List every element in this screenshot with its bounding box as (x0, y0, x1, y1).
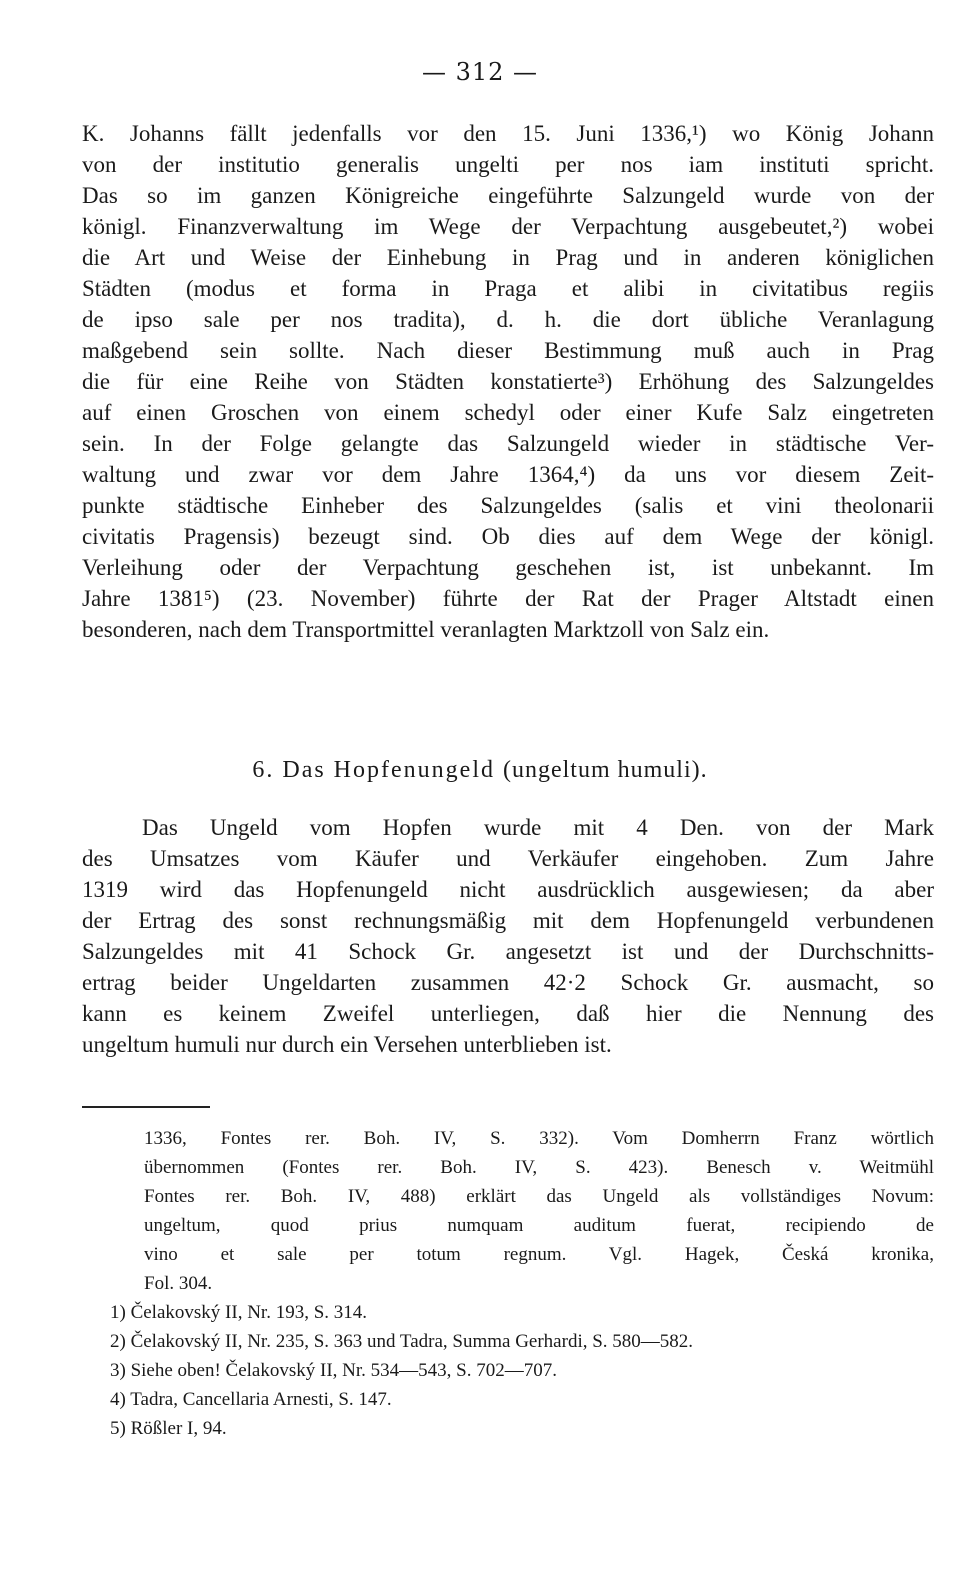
section-number: 6. (252, 757, 275, 783)
text-line: maßgebend sein sollte. Nach dieser Bestimmung muß auch in Prag (82, 338, 934, 363)
text-line: sein. In der Folge gelangte das Salzungeld wieder in städtische Ver- (82, 431, 934, 456)
footnote-1: 1) Čelakovský II, Nr. 193, S. 314. (110, 1302, 368, 1323)
section-title: Das Hopfenungeld (282, 757, 495, 783)
footnote-line: Fol. 304. (144, 1273, 213, 1294)
paragraph-hopfenungeld (82, 812, 934, 1060)
text-line: der Ertrag des sonst rechnungsmäßig mit dem Hopfenungeld verbundenen (82, 908, 934, 933)
text-line: Verleihung oder der Verpachtung geschehen ist, ist unbekannt. Im (82, 555, 934, 580)
text-line: des Umsatzes vom Käufer und Verkäufer eingehoben. Zum Jahre (82, 846, 934, 871)
footnote-line: übernommen (Fontes rer. Boh. IV, S. 423). Benesch v. Weitmühl (144, 1157, 934, 1178)
footnote-divider (82, 1106, 210, 1108)
text-line: kann es keinem Zweifel unterliegen, daß hier die Nennung des (82, 1001, 934, 1026)
text-line: de ipso sale per nos tradita), d. h. die dort übliche Veranlagung (82, 307, 934, 332)
footnote-continuation (144, 1124, 934, 1298)
text-line: Das Ungeld vom Hopfen wurde mit 4 Den. von der Mark (142, 815, 934, 840)
text-line: ungeltum humuli nur durch ein Versehen unterblieben ist. (82, 1032, 612, 1057)
text-line: die Art und Weise der Einhebung in Prag und in anderen königlichen (82, 245, 934, 270)
text-line: civitatis Pragensis) bezeugt sind. Ob dies auf dem Wege der königl. (82, 524, 934, 549)
text-line: punkte städtische Einheber des Salzungeldes (salis et vini theolonarii (82, 493, 934, 518)
text-line: K. Johanns fällt jedenfalls vor den 15. Juni 1336,¹) wo König Johann (82, 121, 934, 146)
page-number: — 312 — (421, 58, 539, 86)
footnote-line: 1336, Fontes rer. Boh. IV, S. 332). Vom Domherrn Franz wörtlich (144, 1128, 934, 1149)
footnote-line: ungeltum, quod prius numquam auditum fuerat, recipiendo de (144, 1215, 934, 1236)
section-heading (0, 757, 960, 784)
footnote-4: 4) Tadra, Cancellaria Arnesti, S. 147. (110, 1389, 392, 1410)
text-line: besonderen, nach dem Transportmittel veranlagten Marktzoll von Salz ein. (82, 617, 770, 642)
footnote-5: 5) Rößler I, 94. (110, 1418, 227, 1439)
text-line: Jahre 1381⁵) (23. November) führte der Rat der Prager Altstadt einen (82, 586, 934, 611)
paragraph-salzungeld (82, 118, 934, 645)
text-line: waltung und zwar vor dem Jahre 1364,⁴) da uns vor diesem Zeit- (82, 462, 934, 487)
text-line: 1319 wird das Hopfenungeld nicht ausdrücklich ausgewiesen; da aber (82, 877, 934, 902)
section-latin-title: (ungeltum humuli). (502, 757, 708, 783)
text-line: Salzungeldes mit 41 Schock Gr. angesetzt ist und der Durchschnitts- (82, 939, 934, 964)
text-line: königl. Finanzverwaltung im Wege der Verpachtung ausgebeutet,²) wobei (82, 214, 934, 239)
footnote-line: vino et sale per totum regnum. Vgl. Hagek, Česká kronika, (144, 1244, 934, 1265)
text-line: Städten (modus et forma in Praga et alibi in civitatibus regiis (82, 276, 934, 301)
text-line: die für eine Reihe von Städten konstatierte³) Erhöhung des Salzungeldes (82, 369, 934, 394)
footnote-3: 3) Siehe oben! Čelakovský II, Nr. 534—543, S. 702—707. (110, 1360, 557, 1381)
footnotes (110, 1298, 934, 1443)
text-line: ertrag beider Ungeldarten zusammen 42·2 Schock Gr. ausmacht, so (82, 970, 934, 995)
text-line: Das so im ganzen Königreiche eingeführte Salzungeld wurde von der (82, 183, 934, 208)
footnote-2: 2) Čelakovský II, Nr. 235, S. 363 und Tadra, Summa Gerhardi, S. 580—582. (110, 1331, 694, 1352)
footnote-line: Fontes rer. Boh. IV, 488) erklärt das Ungeld als vollständiges Novum: (144, 1186, 934, 1207)
text-line: von der institutio generalis ungelti per nos iam instituti spricht. (82, 152, 934, 177)
text-line: auf einen Groschen von einem schedyl oder einer Kufe Salz eingetreten (82, 400, 934, 425)
